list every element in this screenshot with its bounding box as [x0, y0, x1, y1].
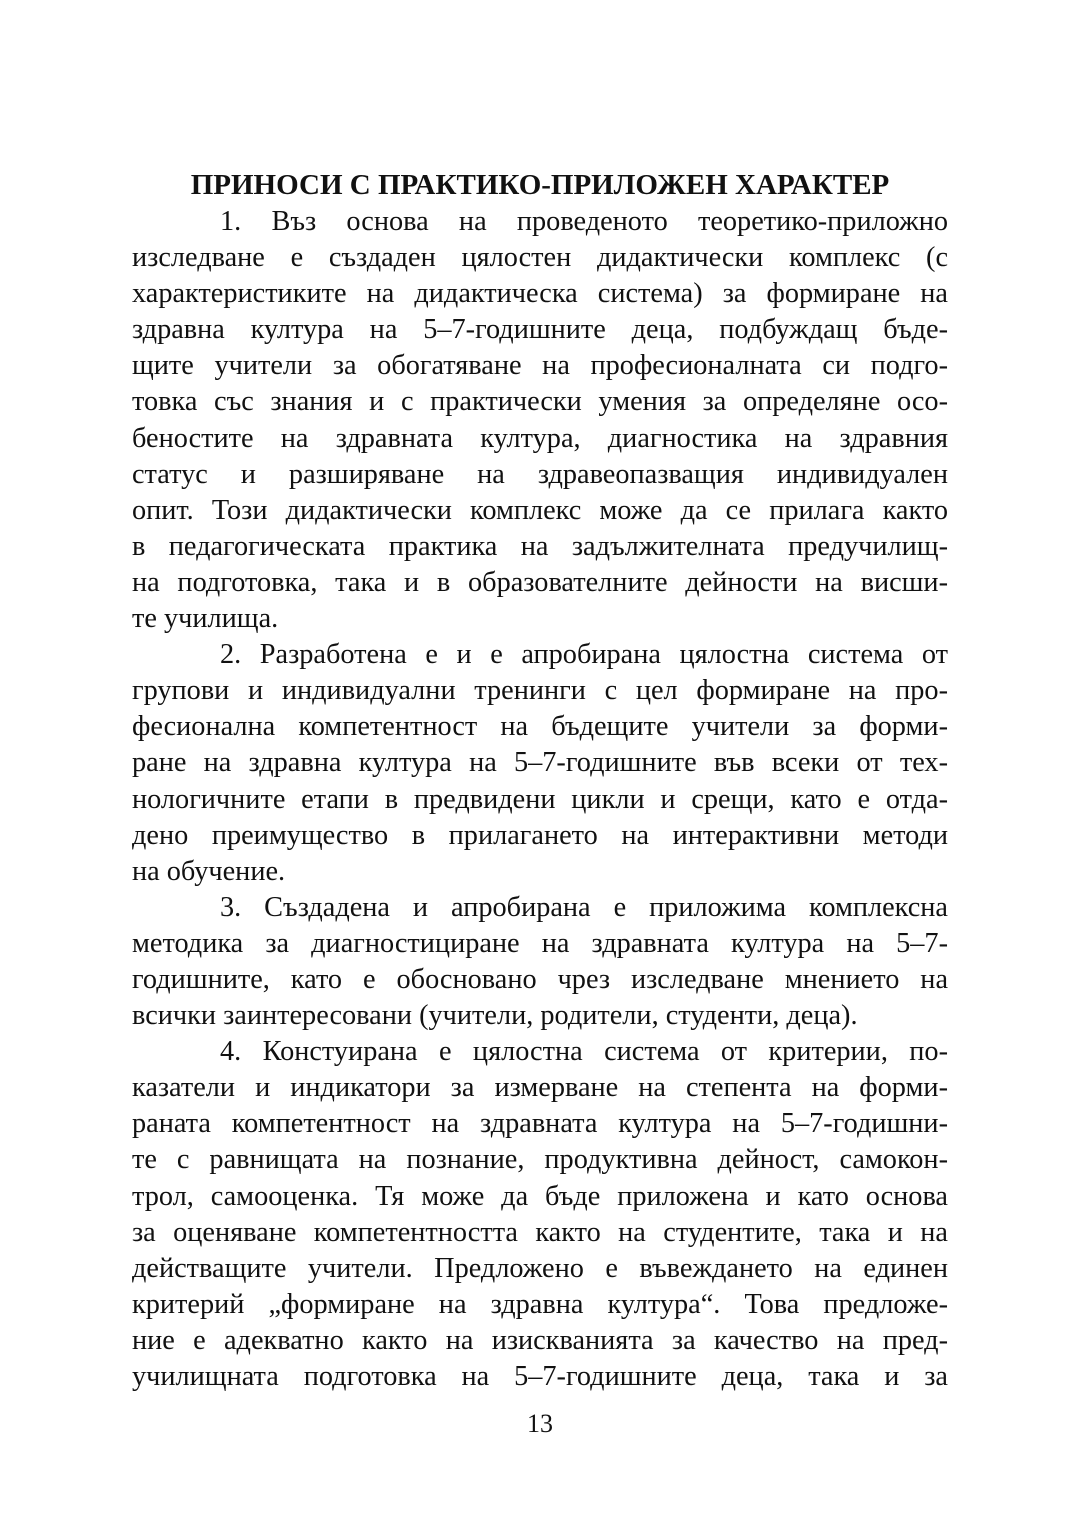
paragraph-first-line: 3. Създадена и апробирана е приложима комплексна	[220, 891, 948, 923]
text-line: дено преимущество в прилагането на интерактивни методи	[132, 819, 948, 851]
text-line: групови и индивидуални тренинги с цел формиране на про-	[132, 675, 948, 707]
text-line: фесионална компетентност на бъдещите учители за форми-	[132, 711, 948, 743]
text-line: те с равнищата на познание, продуктивна дейност, самокон-	[132, 1144, 948, 1176]
text-line: всички заинтересовани (учители, родители, студенти, деца).	[132, 1000, 858, 1032]
text-line: на подготовка, така и в образователните дейности на висши-	[132, 566, 948, 598]
paragraph-first-line: 1. Въз основа на проведеното теоретико-приложно	[220, 206, 948, 237]
text-line: щите учители за обогатяване на професионалната си подго-	[132, 350, 948, 382]
paragraph-first-line: 4. Констуирана е цялостна система от критерии, по-	[220, 1036, 948, 1068]
text-line: за оценяване компетентността както на студентите, така и на	[132, 1216, 948, 1248]
text-line: методика за диагностициране на здравната култура на 5–7-	[132, 927, 948, 959]
text-line: опит. Този дидактически комплекс може да се прилага както	[132, 494, 948, 526]
text-line: статус и разширяване на здравеопазващия индивидуален	[132, 458, 948, 490]
text-line: здравна култура на 5–7-годишните деца, подбуждащ бъде-	[132, 314, 948, 346]
text-line: в педагогическата практика на задължителната предучилищ-	[132, 530, 948, 562]
text-line: беностите на здравната култура, диагностика на здравния	[132, 422, 948, 454]
page-number: 13	[527, 1409, 553, 1438]
text-line: казатели и индикатори за измерване на степента на форми-	[132, 1072, 948, 1104]
text-line: действащите учители. Предложено е въвеждането на единен	[132, 1252, 948, 1284]
text-line: трол, самооценка. Тя може да бъде приложена и като основа	[132, 1180, 948, 1212]
text-line: те училища.	[132, 603, 279, 635]
text-line: критерий „формиране на здравна култура“. Това предложе-	[132, 1288, 948, 1320]
section-heading: ПРИНОСИ С ПРАКТИКО-ПРИЛОЖЕН ХАРАКТЕР	[190, 169, 890, 201]
text-line: раната компетентност на здравната култура на 5–7-годишни-	[132, 1108, 948, 1140]
text-line: училищната подготовка на 5–7-годишните деца, така и за	[132, 1361, 948, 1392]
paragraph-first-line: 2. Разработена е и е апробирана цялостна система от	[220, 639, 948, 671]
text-line: годишните, като е обосновано чрез изследване мнението на	[132, 963, 948, 995]
text-line: нологичните етапи в предвидени цикли и срещи, като е отда-	[132, 783, 948, 815]
text-line: товка със знания и с практически умения за определяне осо-	[132, 386, 948, 418]
text-line: ране на здравна култура на 5–7-годишните във всеки от тех-	[132, 747, 948, 779]
text-line: на обучение.	[132, 855, 286, 887]
text-line: изследване е създаден цялостен дидактически комплекс (с	[132, 242, 948, 274]
body-text	[132, 204, 948, 1395]
text-line: ние е адекватно както на изискванията за качество на пред-	[132, 1324, 948, 1356]
text-line: характеристиките на дидактическа система) за формиране на	[132, 278, 948, 310]
